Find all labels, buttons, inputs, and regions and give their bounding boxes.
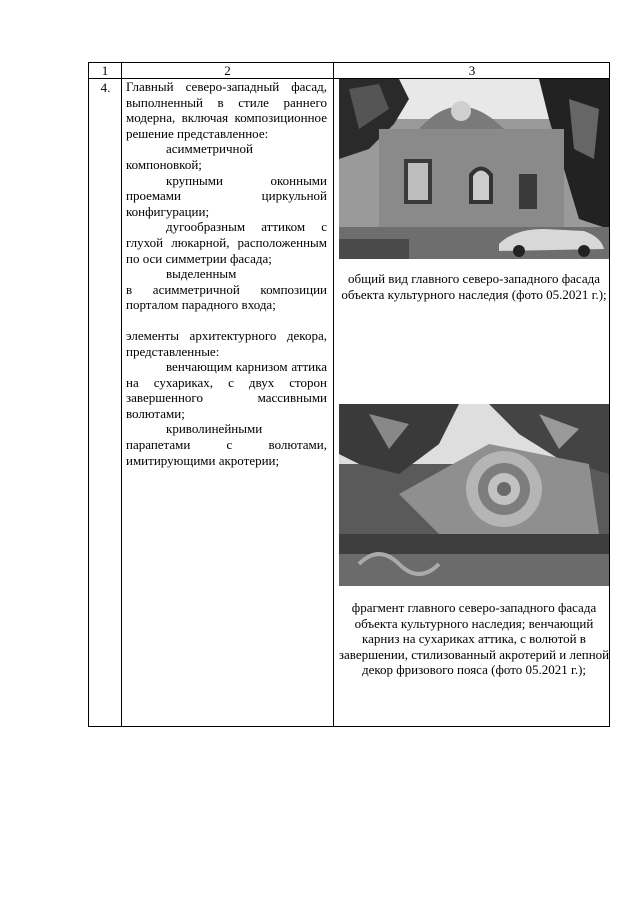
photo2-caption: фрагмент главного северо-западного фасада объекта культурного наследия; венчающий карниз на сухариках аттика, с волютой в завершении, стилизованный акротерий и лепной декор фризового пояса (фото 05.2021 г.); bbox=[338, 600, 610, 678]
description-paragraph: венчающим карнизом аттика на сухариках, с двух сторон завершенного массивными волютами; bbox=[126, 359, 327, 421]
photo-facade-fragment bbox=[339, 404, 609, 586]
description-paragraph: выделенным bbox=[166, 266, 237, 282]
description-paragraph: Главный северо-западный фасад, выполненный в стиле раннего модерна, включая композиционное решение представленное: bbox=[126, 79, 327, 141]
header-col-3: 3 bbox=[468, 63, 476, 78]
column-divider-1 bbox=[121, 63, 122, 726]
row-description bbox=[126, 79, 327, 468]
header-col-1: 1 bbox=[101, 63, 109, 78]
description-paragraph: в асимметричной композиции порталом парадного входа; bbox=[126, 281, 327, 313]
description-paragraph: крупными оконными проемами циркульной конфигурации; bbox=[126, 172, 327, 219]
description-paragraph bbox=[126, 313, 327, 328]
photo-facade-general bbox=[339, 79, 609, 259]
row-number: 4. bbox=[100, 80, 111, 95]
description-paragraph: элементы архитектурного декора, представленные: bbox=[126, 327, 327, 359]
heritage-table bbox=[88, 62, 610, 727]
photo1-caption: общий вид главного северо-западного фасада объекта культурного наследия (фото 05.2021 г.); bbox=[341, 271, 607, 302]
column-divider-2 bbox=[333, 63, 334, 726]
description-paragraph: дугообразным аттиком с глухой люкарной, расположенным по оси симметрии фасада; bbox=[126, 219, 327, 266]
description-paragraph: асимметричной компоновкой; bbox=[126, 141, 253, 172]
header-col-2: 2 bbox=[224, 63, 231, 78]
description-paragraph: криволинейными парапетами с волютами, имитирующими акротерии; bbox=[126, 421, 327, 468]
